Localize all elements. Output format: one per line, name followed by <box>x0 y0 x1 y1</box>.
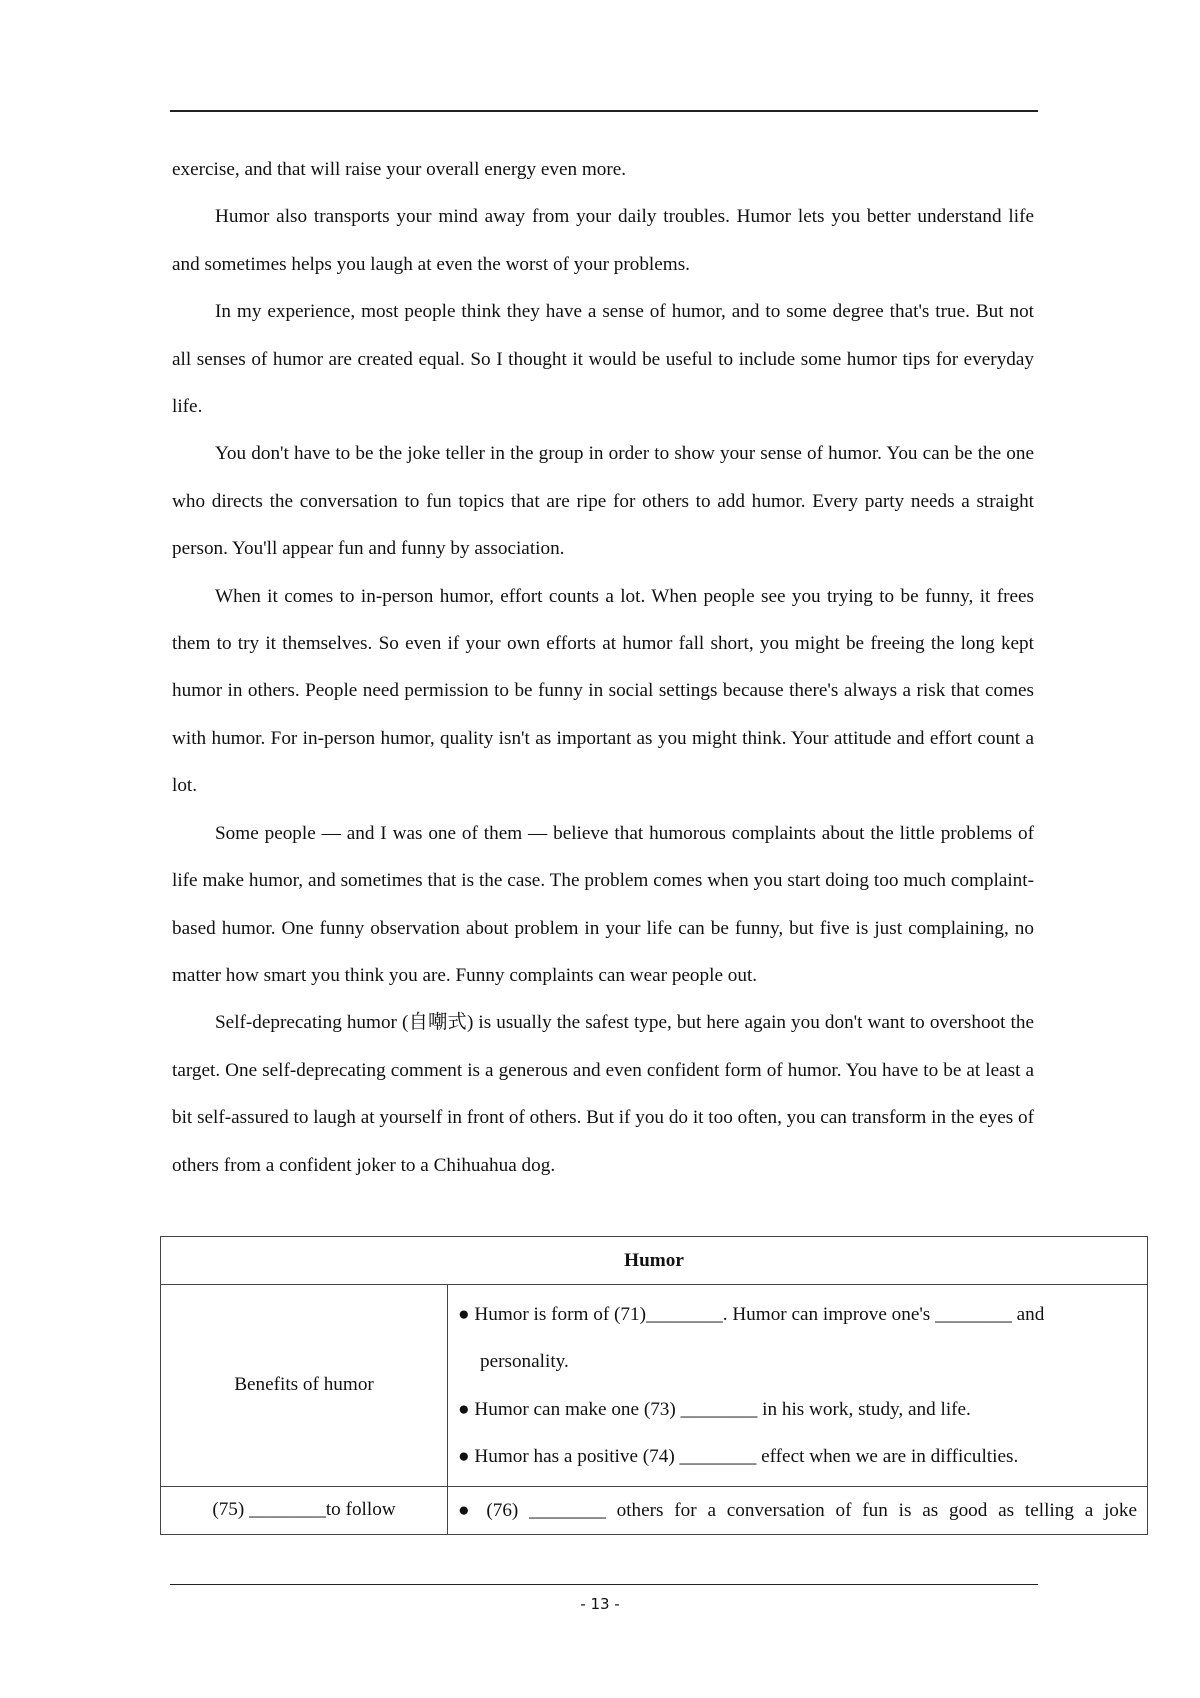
paragraph: Humor also transports your mind away from your daily troubles. Humor lets you better understand life and sometimes helps you laugh at even the worst of your problems. <box>172 206 1034 275</box>
benefit-text: Humor is form of (71)________. Humor can improve one's ________ and <box>474 1304 1045 1325</box>
table-row-benefits <box>161 1285 1148 1487</box>
benefit-item <box>458 1291 1137 1338</box>
tips-label: (75) ________to follow <box>161 1486 448 1534</box>
paragraph: When it comes to in-person humor, effort counts a lot. When people see you trying to be funny, it frees them to try it themselves. So even if your own efforts at humor fall short, you might be freeing the long kept humor in others. People need permission to be funny in social settings because there's always a risk that comes with humor. For in-person humor, quality isn't as important as you might think. Your attitude and effort count a lot. <box>172 585 1034 797</box>
article-body <box>172 146 1034 1189</box>
benefits-label: Benefits of humor <box>161 1285 448 1487</box>
humor-summary-table <box>160 1236 1148 1535</box>
benefit-item-continuation: personality. <box>480 1351 569 1373</box>
footer-rule <box>170 1584 1038 1585</box>
header-rule <box>170 110 1038 112</box>
benefits-list <box>448 1285 1148 1487</box>
paragraph: In my experience, most people think they have a sense of humor, and to some degree that's true. But not all senses of humor are created equal. So I thought it would be useful to include some humor tips for everyday life. <box>172 301 1034 418</box>
benefit-item <box>458 1386 1137 1433</box>
benefit-text: Humor can make one (73) ________ in his work, study, and life. <box>474 1398 971 1420</box>
paragraph: Some people — and I was one of them — believe that humorous complaints about the little problems of life make humor, and sometimes that is the case. The problem comes when you start doing too much complaint-based humor. One funny observation about problem in your life can be funny, but five is just complaining, no matter how smart you think you are. Funny complaints can wear people out. <box>172 822 1034 986</box>
tip-text: (76) ________ others for a conversation of fun is as good as telling a joke <box>486 1499 1138 1521</box>
bullet-icon: ● <box>458 1304 470 1325</box>
bullet-icon: ● <box>458 1446 470 1468</box>
paragraph: Self-deprecating humor (自嘲式) is usually the safest type, but here again you don't want to overshoot the target. One self-deprecating comment is a generous and even confident form of humor. You have to be at least a bit self-assured to laugh at yourself in front of others. But if you do it too often, you can transform in the eyes of others from a confident joker to a Chihuahua dog. <box>172 1012 1034 1176</box>
page-number: - 13 - <box>580 1595 620 1613</box>
benefit-text: Humor has a positive (74) ________ effect when we are in difficulties. <box>474 1446 1019 1468</box>
table-row-tips <box>161 1486 1148 1534</box>
table-header-row <box>161 1237 1148 1285</box>
bullet-icon: ● <box>458 1499 476 1521</box>
paragraph: You don't have to be the joke teller in the group in order to show your sense of humor. You can be the one who directs the conversation to fun topics that are ripe for others to add humor. Every party needs a straight person. You'll appear fun and funny by association. <box>172 443 1034 560</box>
benefit-item <box>458 1433 1137 1480</box>
table-title: Humor <box>161 1237 1148 1285</box>
paragraph: exercise, and that will raise your overall energy even more. <box>172 159 627 180</box>
tip-item <box>448 1486 1148 1534</box>
bullet-icon: ● <box>458 1398 470 1420</box>
